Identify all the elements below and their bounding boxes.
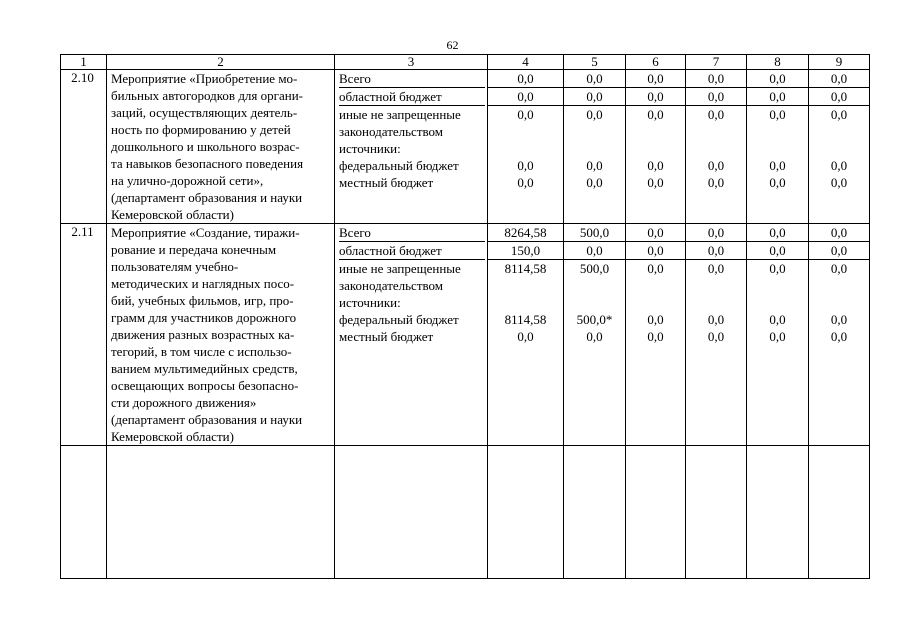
funding-value: 0,0 <box>517 329 534 344</box>
page-number: 62 <box>446 38 459 52</box>
funding-sources <box>335 224 488 446</box>
funding-source-label: федеральный бюджет <box>339 158 459 173</box>
funding-source-label: областной бюджет <box>339 242 485 260</box>
funding-value: 0,0 <box>647 107 664 122</box>
funding-value: 0,0 <box>686 88 746 106</box>
measure-description-line: ность по формированию у детей <box>111 122 291 137</box>
funding-value: 500,0 <box>564 224 625 242</box>
measure-description-line: рование и передача конечным <box>111 242 277 257</box>
funding-source-label: областной бюджет <box>339 88 485 106</box>
funding-value: 0,0 <box>686 224 746 242</box>
funding-value: 0,0 <box>707 261 725 276</box>
funding-value: 0,0 <box>707 107 725 122</box>
value-column-4 <box>488 224 564 446</box>
funding-value: 8114,58 <box>504 261 547 276</box>
measure-description-line: Мероприятие «Приобретение мо- <box>111 71 298 86</box>
funding-value: 0,0 <box>626 224 685 242</box>
table-row <box>61 70 870 224</box>
measure-description-line: бий, учебных фильмов, игр, про- <box>111 293 294 308</box>
funding-source-label: иные не запрещенные законодательством источники: <box>339 107 461 156</box>
funding-value: 0,0 <box>809 70 869 88</box>
funding-value: 0,0 <box>830 107 848 122</box>
column-header-8: 8 <box>747 55 809 70</box>
empty-table-row <box>61 446 870 579</box>
program-measures-table <box>60 54 870 579</box>
measure-description <box>107 224 335 446</box>
measure-description-line: (департамент образования и науки <box>111 412 303 427</box>
column-header-9: 9 <box>809 55 870 70</box>
funding-source-label: федеральный бюджет <box>339 312 459 327</box>
funding-sources <box>335 70 488 224</box>
measure-code: 2.10 <box>61 70 107 224</box>
measure-description-line: пользователям учебно- <box>111 259 239 274</box>
measure-description-line: (департамент образования и науки <box>111 190 303 205</box>
measure-description-line: тегорий, в том числе с использо- <box>111 344 292 359</box>
value-column-4 <box>488 70 564 224</box>
empty-cell <box>686 446 747 579</box>
measure-description-line: движения разных возрастных ка- <box>111 327 295 342</box>
funding-value: 0,0 <box>809 88 869 106</box>
measure-description-line: грамм для участников дорожного <box>111 310 297 325</box>
column-header-3: 3 <box>335 55 488 70</box>
funding-value: 0,0 <box>626 88 685 106</box>
funding-value: 0,0 <box>830 329 848 344</box>
measure-description-line: заций, осуществляющих деятель- <box>111 105 298 120</box>
funding-value: 0,0 <box>707 158 725 173</box>
funding-value: 0,0 <box>769 312 786 327</box>
funding-value: 0,0 <box>769 175 786 190</box>
funding-value: 0,0 <box>686 70 746 88</box>
funding-value: 0,0 <box>647 261 664 276</box>
funding-value: 0,0 <box>488 88 563 106</box>
value-column-8 <box>747 224 809 446</box>
funding-value: 0,0 <box>647 175 664 190</box>
value-column-5 <box>564 224 626 446</box>
empty-cell <box>61 446 107 579</box>
value-column-7 <box>686 70 747 224</box>
funding-value: 0,0 <box>830 312 848 327</box>
funding-value: 0,0 <box>769 329 786 344</box>
empty-cell <box>626 446 686 579</box>
table-header-row <box>61 55 870 70</box>
value-column-6 <box>626 224 686 446</box>
funding-value: 0,0 <box>769 158 786 173</box>
funding-value: 0,0 <box>830 158 848 173</box>
funding-value: 0,0 <box>809 242 869 260</box>
funding-value: 0,0 <box>564 88 625 106</box>
funding-value: 0,0 <box>564 70 625 88</box>
column-header-6: 6 <box>626 55 686 70</box>
funding-value: 0,0 <box>747 70 808 88</box>
funding-value: 8264,58 <box>488 224 563 242</box>
empty-cell <box>564 446 626 579</box>
funding-value: 500,0 <box>579 261 610 276</box>
measure-code: 2.11 <box>61 224 107 446</box>
measure-description-line: та навыков безопасного поведения <box>111 156 304 171</box>
value-column-9 <box>809 70 870 224</box>
funding-value: 0,0 <box>747 242 808 260</box>
measure-description-line: на улично-дорожной сети», <box>111 173 264 188</box>
measure-description-line: бильных автогородков для органи- <box>111 88 303 103</box>
funding-value: 0,0 <box>647 312 664 327</box>
funding-value: 0,0 <box>747 224 808 242</box>
funding-source-label: местный бюджет <box>339 175 434 190</box>
funding-value: 0,0 <box>830 261 848 276</box>
empty-cell <box>488 446 564 579</box>
column-header-4: 4 <box>488 55 564 70</box>
funding-value: 0,0 <box>517 175 534 190</box>
column-header-2: 2 <box>107 55 335 70</box>
column-header-5: 5 <box>564 55 626 70</box>
funding-value: 0,0 <box>488 70 563 88</box>
funding-value: 0,0 <box>647 329 664 344</box>
measure-description-line: дошкольного и школьного возрас- <box>111 139 300 154</box>
funding-source-label: Всего <box>339 224 485 242</box>
measure-description-line: Кемеровской области) <box>111 207 234 222</box>
funding-value: 0,0 <box>586 107 603 122</box>
funding-value: 0,0 <box>586 158 603 173</box>
funding-value: 0,0 <box>747 88 808 106</box>
funding-source-label: местный бюджет <box>339 329 434 344</box>
funding-value: 0,0 <box>769 107 786 122</box>
measure-description <box>107 70 335 224</box>
funding-value: 0,0 <box>686 242 746 260</box>
funding-value: 8114,58 <box>504 312 547 327</box>
value-column-9 <box>809 224 870 446</box>
funding-source-label: иные не запрещенные законодательством источники: <box>339 261 461 310</box>
table-row <box>61 224 870 446</box>
value-column-6 <box>626 70 686 224</box>
funding-source-label: Всего <box>339 70 485 88</box>
funding-value: 0,0 <box>517 107 534 122</box>
funding-value: 0,0 <box>586 329 603 344</box>
funding-value: 0,0 <box>809 224 869 242</box>
measure-description-line: сти дорожного движения» <box>111 395 257 410</box>
empty-cell <box>107 446 335 579</box>
funding-value: 0,0 <box>564 242 625 260</box>
funding-value: 150,0 <box>488 242 563 260</box>
measure-description-line: ванием мультимедийных средств, <box>111 361 298 376</box>
empty-cell <box>809 446 870 579</box>
measure-description-line: Кемеровской области) <box>111 429 234 444</box>
funding-value: 0,0 <box>586 175 603 190</box>
measure-description-line: освещающих вопросы безопасно- <box>111 378 299 393</box>
funding-value: 0,0 <box>647 158 664 173</box>
value-column-7 <box>686 224 747 446</box>
column-header-7: 7 <box>686 55 747 70</box>
funding-value: 0,0 <box>626 70 685 88</box>
funding-value: 0,0 <box>626 242 685 260</box>
funding-value: 0,0 <box>707 175 725 190</box>
funding-value: 0,0 <box>769 261 786 276</box>
funding-value: 0,0 <box>830 175 848 190</box>
empty-cell <box>747 446 809 579</box>
funding-value: 0,0 <box>517 158 534 173</box>
value-column-5 <box>564 70 626 224</box>
funding-value: 500,0* <box>576 312 613 327</box>
funding-value: 0,0 <box>707 329 725 344</box>
measure-description-line: методических и наглядных посо- <box>111 276 295 291</box>
value-column-8 <box>747 70 809 224</box>
empty-cell <box>335 446 488 579</box>
column-header-1: 1 <box>61 55 107 70</box>
measure-description-line: Мероприятие «Создание, тиражи- <box>111 225 300 240</box>
funding-value: 0,0 <box>707 312 725 327</box>
